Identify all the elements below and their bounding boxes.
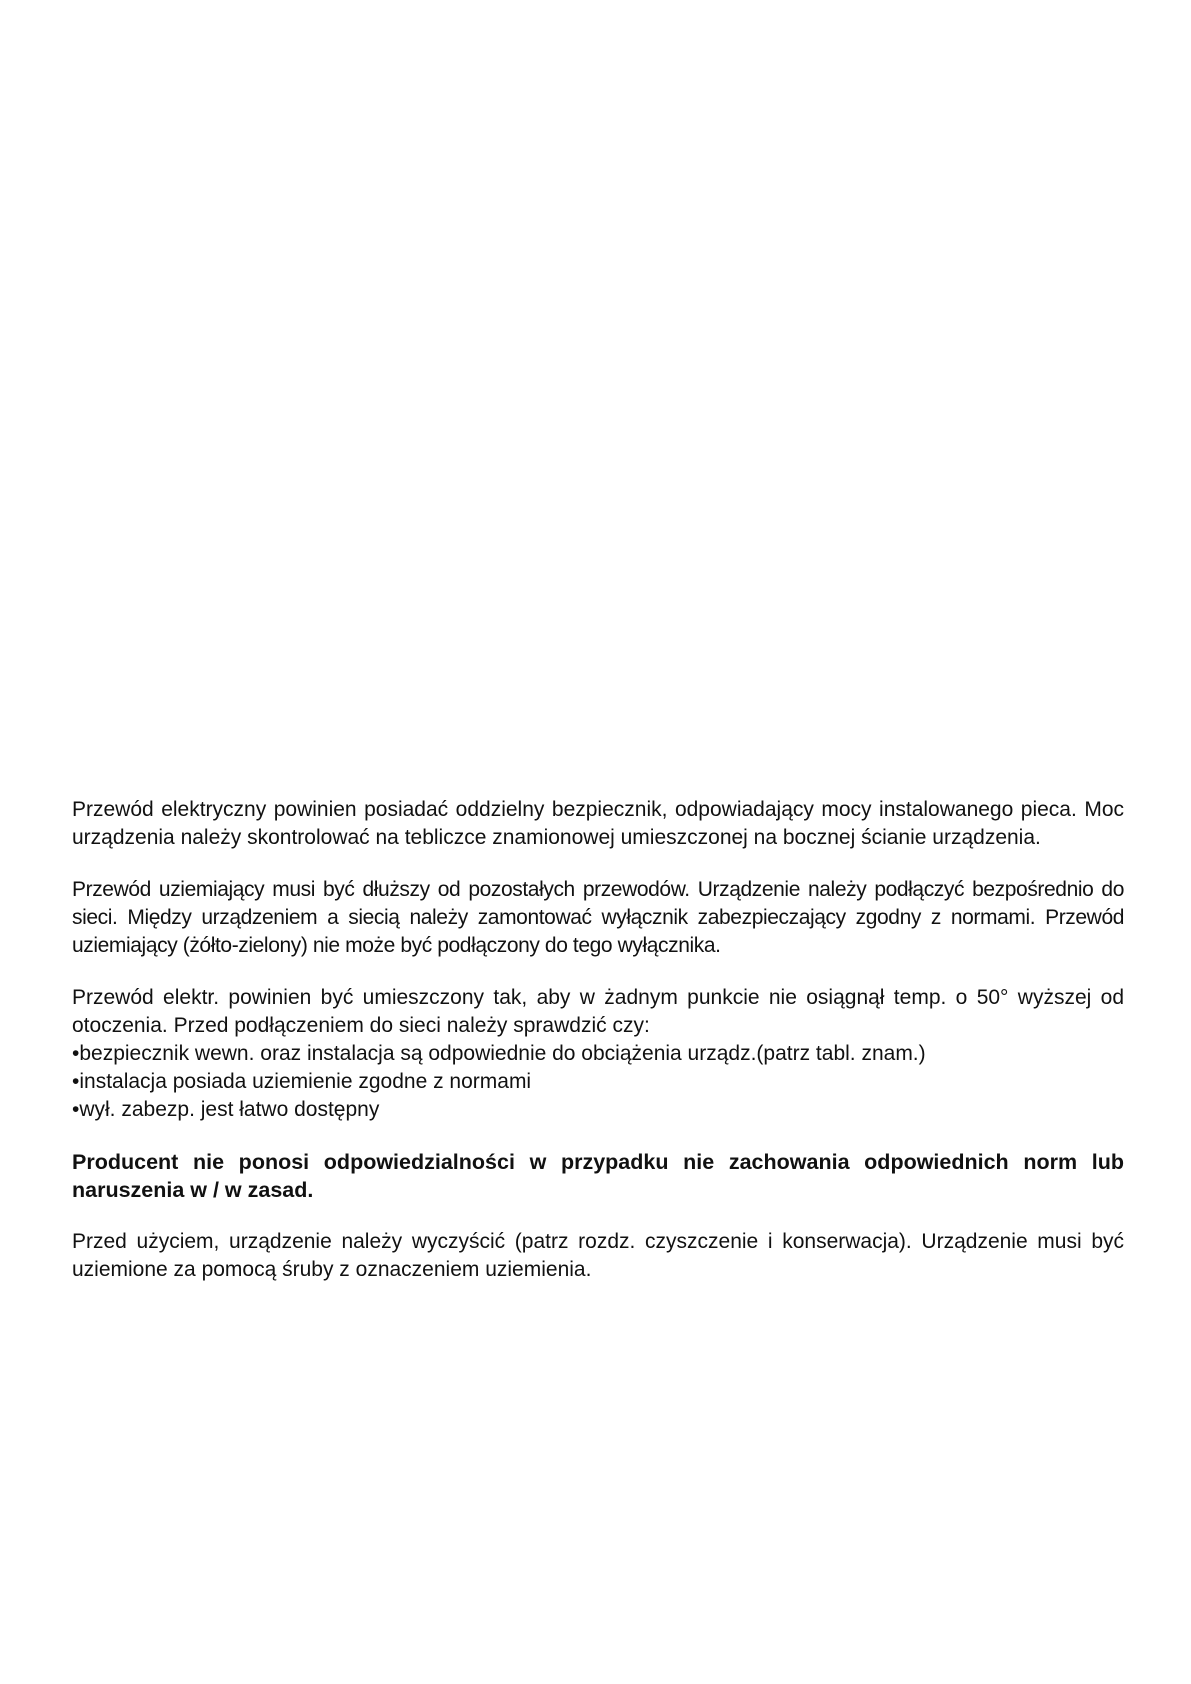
- checklist-item-fuse: •bezpiecznik wewn. oraz instalacja są odpowiednie do obciążenia urządz.(patrz tabl. znam.): [72, 1042, 926, 1065]
- paragraph-fuse-requirement: Przewód elektryczny powinien posiadać oddzielny bezpiecznik, odpowiadający mocy instalowanego pieca. Moc urządzenia należy skontrolować na tebliczce znamionowej umieszczonej na bocznej ścianie urządzenia.: [72, 798, 1124, 849]
- paragraph-cable-temperature: [72, 984, 1124, 1124]
- checklist-item-switch: •wył. zabezp. jest łatwo dostępny: [72, 1098, 380, 1121]
- paragraph-cleaning-before-use: Przed użyciem, urządzenie należy wyczyścić (patrz rozdz. czyszczenie i konserwacja). Urządzenie musi być uziemione za pomocą śruby z oznaczeniem uziemienia.: [72, 1230, 1124, 1281]
- paragraph-grounding-wire: Przewód uziemiający musi być dłuższy od pozostałych przewodów. Urządzenie należy podłączyć bezpośrednio do sieci. Między urządzeniem a siecią należy zamontować wyłącznik zabezpieczający zgodny z normami. Przewód uziemiający (żółto-zielony) nie może być podłączony do tego wyłącznika.: [72, 878, 1124, 957]
- cable-temperature-intro: Przewód elektr. powinien być umieszczony tak, aby w żadnym punkcie nie osiągnął temp. o 50° wyższej od otoczenia. Przed podłączeniem do sieci należy sprawdzić czy:: [72, 986, 1124, 1037]
- paragraph-liability-disclaimer: Producent nie ponosi odpowiedzialności w przypadku nie zachowania odpowiednich norm lub naruszenia w / w zasad.: [72, 1150, 1124, 1202]
- checklist-item-grounding: •instalacja posiada uziemienie zgodne z normami: [72, 1070, 532, 1093]
- main-text-block: [72, 796, 1124, 1308]
